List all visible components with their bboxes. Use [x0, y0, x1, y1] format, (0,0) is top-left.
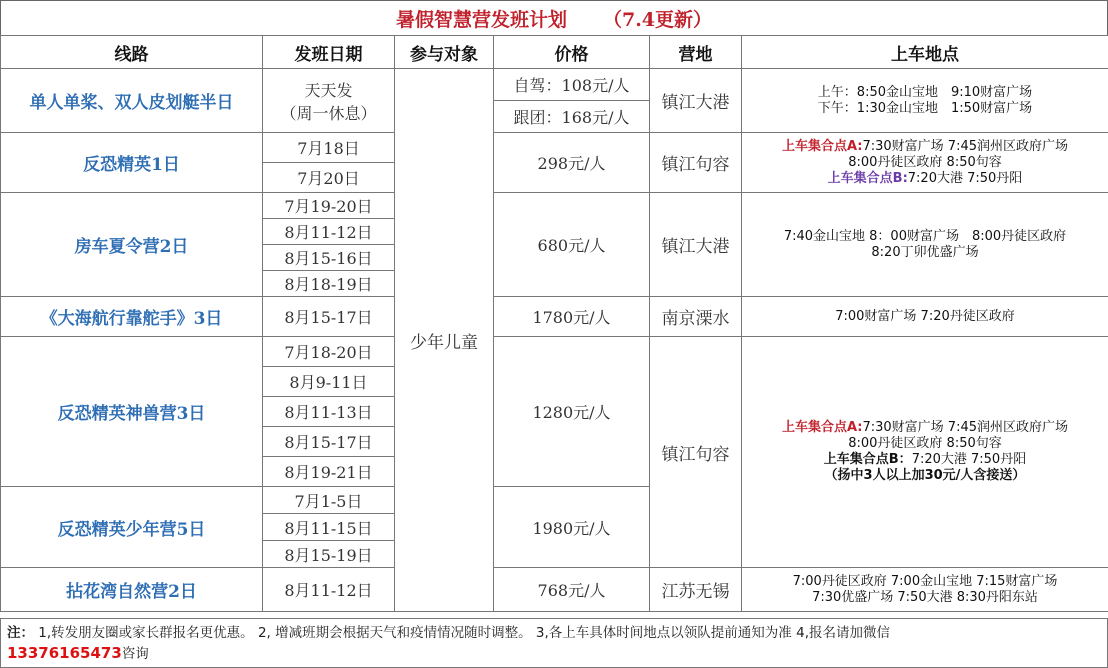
- pickup-line: 7:20大港 7:50丹阳: [907, 170, 1023, 186]
- price-group: 跟团：168元/人: [494, 101, 650, 133]
- date-cell: 8月11-12日: [263, 568, 395, 612]
- route-cs-youth: 反恐精英少年营5日: [1, 487, 263, 568]
- table-row: [1, 193, 1108, 219]
- camp-cell: 镇江句容: [650, 133, 742, 193]
- page-title: [0, 0, 1108, 36]
- date-cell: 8月15-19日: [263, 541, 395, 568]
- table-row: [1, 69, 1108, 101]
- route-kayak: 单人单桨、双人皮划艇半日: [1, 69, 263, 133]
- pickup-line: 7:00丹徒区政府 7:00金山宝地 7:15财富广场: [792, 573, 1058, 589]
- pickup-label-a: 上车集合点A:: [781, 420, 863, 435]
- camp-cell: 镇江句容: [650, 337, 742, 568]
- date-line: （周一休息）: [280, 103, 377, 123]
- route-nature: 拈花湾自然营2日: [1, 568, 263, 612]
- route-cs-beast: 反恐精英神兽营3日: [1, 337, 263, 487]
- table-row: [1, 297, 1108, 337]
- header-audience: 参与对象: [395, 36, 494, 69]
- pickup-cell: [742, 69, 1108, 133]
- pickup-line: 8:20丁卯优盛广场: [871, 244, 979, 260]
- price-cell: 1280元/人: [494, 337, 650, 487]
- pickup-cell: 7:00财富广场 7:20丹徒区政府: [742, 297, 1108, 337]
- pickup-label-b: 上车集合点B：: [823, 452, 912, 467]
- header-date: 发班日期: [263, 36, 395, 69]
- header-row: [1, 36, 1108, 69]
- date-cell: 8月15-16日: [263, 245, 395, 271]
- table-row: [1, 337, 1108, 367]
- header-pickup: 上车地点: [742, 36, 1108, 69]
- pickup-line: 7:30优盛广场 7:50大港 8:30丹阳东站: [812, 589, 1038, 605]
- pickup-line: 8:00丹徒区政府 8:50句容: [848, 436, 1002, 451]
- pickup-note: （扬中3人以上加30元/人含接送）: [824, 468, 1026, 483]
- footer-suffix: 咨询: [121, 646, 149, 662]
- date-cell: [263, 69, 395, 133]
- date-cell: 7月18-20日: [263, 337, 395, 367]
- header-camp: 营地: [650, 36, 742, 69]
- pickup-cell: [742, 337, 1108, 568]
- camp-cell: 镇江大港: [650, 193, 742, 297]
- pickup-cell: [742, 568, 1108, 612]
- date-cell: 8月11-15日: [263, 514, 395, 541]
- price-cell: 680元/人: [494, 193, 650, 297]
- date-cell: 7月18日: [263, 133, 395, 163]
- date-cell: 7月1-5日: [263, 487, 395, 514]
- price-cell: 1780元/人: [494, 297, 650, 337]
- footer-notes: [0, 618, 1108, 668]
- date-cell: 8月15-17日: [263, 427, 395, 457]
- date-cell: 8月11-13日: [263, 397, 395, 427]
- camp-cell: 镇江大港: [650, 69, 742, 133]
- header-price: 价格: [494, 36, 650, 69]
- audience-cell: 少年儿童: [395, 69, 494, 612]
- pickup-line: 8:00丹徒区政府 8:50句容: [848, 154, 1002, 170]
- pickup-line: 7:30财富广场 7:45润州区政府广场: [862, 420, 1069, 435]
- pickup-label-a: 上车集合点A:: [781, 138, 863, 154]
- pickup-line: 7:20大港 7:50丹阳: [911, 452, 1027, 467]
- pickup-line: 7:30财富广场 7:45润州区政府广场: [862, 138, 1069, 154]
- price-selfdrive: 自驾：108元/人: [494, 69, 650, 101]
- pickup-line: 7:40金山宝地 8：00财富广场 8:00丹徒区政府: [783, 228, 1067, 244]
- date-cell: 7月19-20日: [263, 193, 395, 219]
- date-cell: 8月11-12日: [263, 219, 395, 245]
- date-cell: 8月15-17日: [263, 297, 395, 337]
- price-cell: 1980元/人: [494, 487, 650, 568]
- camp-cell: 南京溧水: [650, 297, 742, 337]
- route-navigation: 《大海航行靠舵手》3日: [1, 297, 263, 337]
- title-text: 暑假智慧营发班计划: [395, 8, 567, 31]
- price-cell: 298元/人: [494, 133, 650, 193]
- camp-cell: 江苏无锡: [650, 568, 742, 612]
- date-cell: 7月20日: [263, 163, 395, 193]
- table-row: [1, 133, 1108, 163]
- pickup-cell: [742, 193, 1108, 297]
- pickup-line: 上午：8:50金山宝地 9:10财富广场: [817, 84, 1033, 100]
- footer-lead: 注：: [7, 625, 34, 641]
- pickup-label-b: 上车集合点B:: [827, 170, 908, 186]
- update-date: （7.4更新）: [602, 8, 713, 31]
- date-cell: 8月9-11日: [263, 367, 395, 397]
- pickup-cell: [742, 133, 1108, 193]
- date-line: 天天发: [304, 80, 353, 100]
- date-cell: 8月19-21日: [263, 457, 395, 487]
- pickup-line: 下午：1:30金山宝地 1:50财富广场: [817, 100, 1033, 116]
- price-cell: 768元/人: [494, 568, 650, 612]
- header-route: 线路: [1, 36, 263, 69]
- contact-phone[interactable]: 13376165473: [7, 644, 122, 662]
- footer-text: 1,转发朋友圈或家长群报名更优惠。 2, 增减班期会根据天气和疫情情况随时调整。 3,各上车具体时间地点以领队提前通知为准 4,报名请加微信: [38, 625, 890, 641]
- date-cell: 8月18-19日: [263, 271, 395, 297]
- route-rv: 房车夏令营2日: [1, 193, 263, 297]
- schedule-table: [0, 35, 1108, 612]
- route-cs1: 反恐精英1日: [1, 133, 263, 193]
- table-row: [1, 568, 1108, 612]
